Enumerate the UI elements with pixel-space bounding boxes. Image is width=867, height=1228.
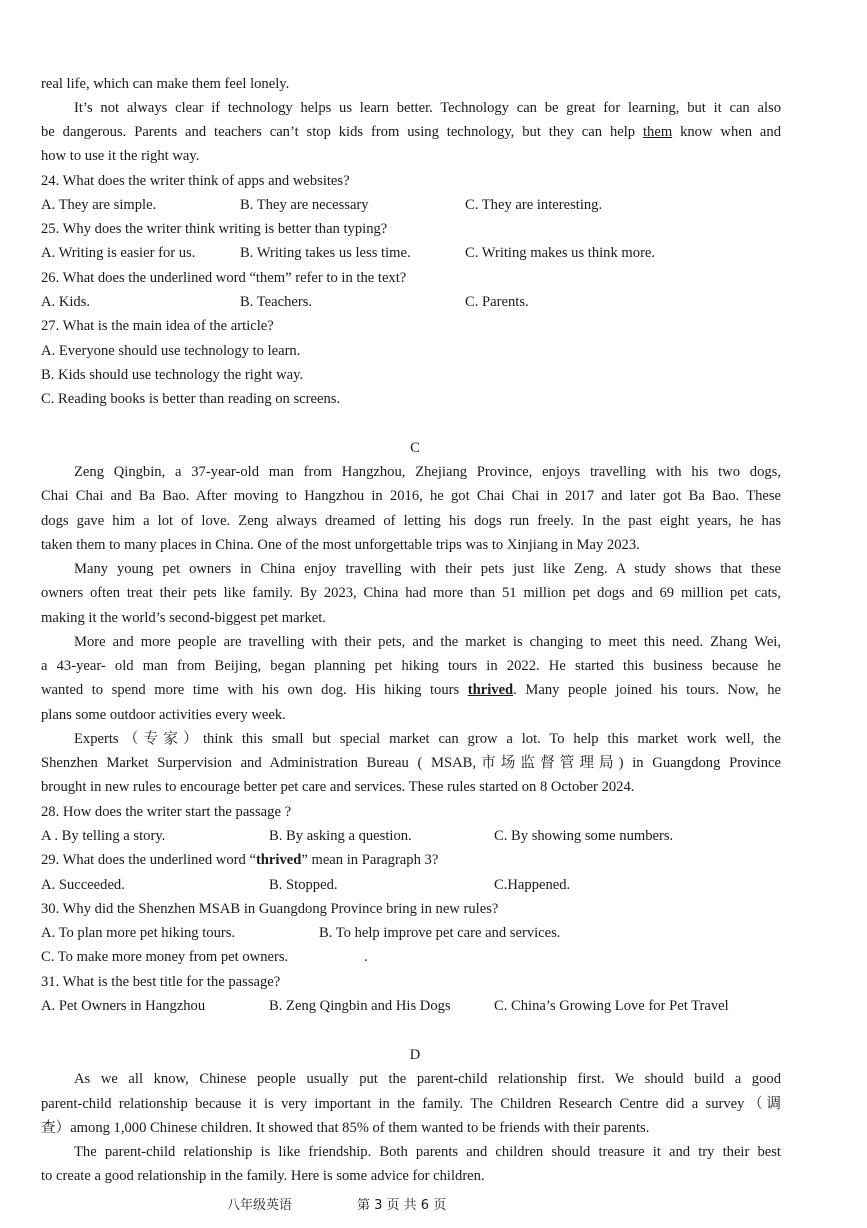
passage-line: how to use it the right way.: [41, 148, 200, 164]
question-stem: 28. How does the writer start the passage ?: [41, 804, 292, 820]
option-c: C. They are interesting.: [465, 197, 603, 213]
option-b: B. Zeng Qingbin and His Dogs: [269, 998, 451, 1014]
passage-line: dogs gave him a lot of love. Zeng always dreamed of letting his dogs run freely. In the past eight years, he has: [41, 513, 781, 529]
passage-line: [41, 122, 781, 142]
option-a: A. Kids.: [41, 294, 91, 310]
passage-line: The parent-child relationship is like friendship. Both parents and children should treasure it and try their best: [74, 1144, 781, 1160]
passage-line: owners often treat their pets like family. By 2023, China had more than 51 million pet dogs and 69 million pet cats,: [41, 585, 781, 601]
passage-line: More and more people are travelling with their pets, and the market is changing to meet this need. Zhang Wei,: [74, 634, 781, 650]
option-a: A . By telling a story.: [41, 828, 166, 844]
option-a: A. They are simple.: [41, 197, 157, 213]
option-c: C. Writing makes us think more.: [465, 245, 656, 261]
passage-line: taken them to many places in China. One of the most unforgettable trips was to Xinjiang in May 2023.: [41, 537, 640, 553]
option-c: C. Parents.: [465, 294, 529, 310]
question-stem: 26. What does the underlined word “them” refer to in the text?: [41, 270, 407, 286]
option-a: A. To plan more pet hiking tours.: [41, 925, 236, 941]
option-b: B. Kids should use technology the right way.: [41, 367, 304, 383]
passage-line: to create a good relationship in the family. Here is some advice for children.: [41, 1168, 485, 1184]
option-b: B. They are necessary: [240, 197, 369, 213]
passage-line: making it the world’s second-biggest pet market.: [41, 610, 326, 626]
option-c: C. China’s Growing Love for Pet Travel: [494, 998, 729, 1014]
passage-text: know when and: [680, 124, 781, 140]
question-bold-word: thrived: [255, 852, 302, 868]
passage-line: 查）among 1,000 Chinese children. It showed that 85% of them wanted to be friends with their parents.: [41, 1120, 650, 1136]
passage-line: Experts（专家）think this small but special market can grow a lot. To help this market work well, the: [74, 731, 781, 747]
section-heading-c: C: [410, 440, 420, 456]
option-a: A. Writing is easier for us.: [41, 245, 196, 261]
option-c: C. To make more money from pet owners.: [41, 949, 289, 965]
passage-line: parent-child relationship because it is very important in the family. The Children Research Centre did a survey（调: [41, 1096, 781, 1112]
option-b: B. By asking a question.: [269, 828, 412, 844]
option-c: C.Happened.: [494, 877, 571, 893]
underlined-word-thrived: thrived: [467, 682, 514, 698]
option-c: C. By showing some numbers.: [494, 828, 674, 844]
passage-line: As we all know, Chinese people usually put the parent-child relationship first. We should build a good: [74, 1071, 781, 1087]
option-b: B. Teachers.: [240, 294, 313, 310]
option-b: B. To help improve pet care and services.: [319, 925, 561, 941]
question-stem: 25. Why does the writer think writing is better than typing?: [41, 221, 388, 237]
question-text: 29. What does the underlined word “: [41, 852, 256, 868]
option-a: A. Pet Owners in Hangzhou: [41, 998, 206, 1014]
passage-line: Zeng Qingbin, a 37-year-old man from Hangzhou, Zhejiang Province, enjoys travelling with his two dogs,: [74, 464, 781, 480]
question-stem: 27. What is the main idea of the article?: [41, 318, 274, 334]
option-b: B. Stopped.: [269, 877, 338, 893]
question-stem: 24. What does the writer think of apps and websites?: [41, 173, 350, 189]
passage-line: real life, which can make them feel lonely.: [41, 76, 290, 92]
option-a: A. Everyone should use technology to learn.: [41, 343, 301, 359]
passage-line: plans some outdoor activities every week.: [41, 707, 286, 723]
passage-text: wanted to spend more time with his own dog. His hiking tours: [41, 682, 460, 698]
section-heading-d: D: [409, 1047, 421, 1063]
passage-line: It’s not always clear if technology helps us learn better. Technology can be great for learning, but it can also: [74, 100, 781, 116]
stray-dot: .: [364, 949, 368, 965]
option-c: C. Reading books is better than reading on screens.: [41, 391, 341, 407]
passage-line: [41, 680, 781, 700]
footer-subject: 八年级英语: [227, 1198, 293, 1213]
question-text: ” mean in Paragraph 3?: [301, 852, 439, 868]
passage-line: Chai Chai and Ba Bao. After moving to Hangzhou in 2016, he got Chai Chai in 2017 and later got Ba Bao. These: [41, 488, 781, 504]
underlined-word-them: them: [642, 124, 673, 140]
passage-line: brought in new rules to encourage better pet care and services. These rules started on 8 October 2024.: [41, 779, 635, 795]
passage-line: a 43-year- old man from Beijing, began planning pet hiking tours in 2022. He started this business because he: [41, 658, 781, 674]
passage-line: Shenzhen Market Surpervision and Administration Bureau ( MSAB,市场监督管理局) in Guangdong Province: [41, 755, 781, 771]
question-stem: 30. Why did the Shenzhen MSAB in Guangdong Province bring in new rules?: [41, 901, 499, 917]
option-b: B. Writing takes us less time.: [240, 245, 411, 261]
footer-page-number: 第 3 页 共 6 页: [357, 1198, 447, 1213]
passage-line: Many young pet owners in China enjoy travelling with their pets just like Zeng. A study shows that these: [74, 561, 781, 577]
option-a: A. Succeeded.: [41, 877, 125, 893]
question-stem: 31. What is the best title for the passage?: [41, 974, 281, 990]
passage-text: . Many people joined his tours. Now, he: [513, 682, 781, 698]
question-stem: [41, 850, 781, 870]
passage-text: be dangerous. Parents and teachers can’t stop kids from using technology, but they can help: [41, 124, 636, 140]
